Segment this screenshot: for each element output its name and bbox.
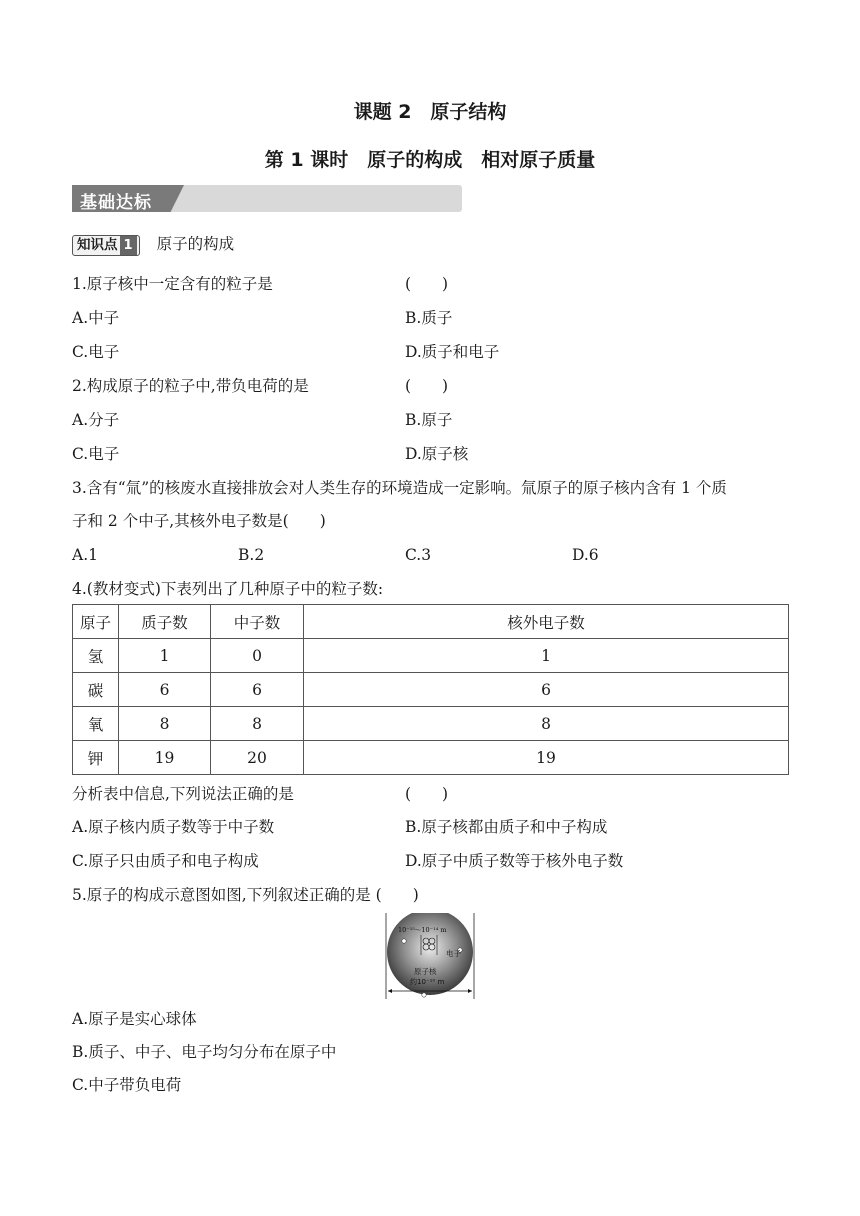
- q5-option-b: B.质子、中子、电子均匀分布在原子中: [72, 1043, 337, 1061]
- lesson-subtitle: 第 1 课时 原子的构成 相对原子质量: [264, 149, 596, 171]
- knowledge-point-number: 1: [120, 236, 137, 255]
- q2-option-a: A.分子: [72, 411, 120, 429]
- table-cell: 0: [211, 639, 304, 673]
- lesson-title: 课题 2 原子结构: [353, 101, 507, 123]
- table-header-row: [73, 605, 789, 639]
- table-cell: 6: [119, 673, 211, 707]
- table-cell: 1: [119, 639, 211, 673]
- q1-option-c: C.电子: [72, 343, 120, 361]
- table-header-cell: 质子数: [119, 605, 211, 639]
- table-cell: 钾: [73, 741, 119, 775]
- table-cell: 氧: [73, 707, 119, 741]
- q2-option-d: D.原子核: [405, 445, 469, 463]
- q3-option-c: C.3: [405, 546, 432, 564]
- q5-option-a: A.原子是实心球体: [72, 1010, 197, 1028]
- q2-stem: 2.构成原子的粒子中,带负电荷的是: [72, 377, 309, 395]
- table-cell: 20: [211, 741, 304, 775]
- table-cell: 8: [119, 707, 211, 741]
- q2-option-b: B.原子: [405, 411, 453, 429]
- q4-option-b: B.原子核都由质子和中子构成: [405, 818, 608, 836]
- knowledge-point-tag: [72, 235, 140, 256]
- q2-option-c: C.电子: [72, 445, 120, 463]
- nucleus-label: 原子核: [414, 967, 437, 976]
- table-header-cell: 原子: [73, 605, 119, 639]
- nucleus-size-label: 10⁻¹⁵～10⁻¹⁴ m: [398, 926, 447, 934]
- table-row: [73, 639, 789, 673]
- table-cell: 19: [304, 741, 789, 775]
- q4-stem: 4.(教材变式)下表列出了几种原子中的粒子数:: [72, 580, 384, 598]
- q1-option-d: D.质子和电子: [405, 343, 500, 361]
- knowledge-point-heading: [72, 232, 234, 254]
- q5-stem: 5.原子的构成示意图如图,下列叙述正确的是 ( ): [72, 886, 419, 904]
- q1-answer-blank: ( ): [405, 275, 449, 293]
- q2-answer-blank: ( ): [405, 377, 449, 395]
- banner-label: 基础达标: [80, 193, 152, 213]
- electron-icon: [402, 939, 406, 943]
- q3-option-d: D.6: [572, 546, 599, 564]
- table-cell: 6: [304, 673, 789, 707]
- q1-stem: 1.原子核中一定含有的粒子是: [72, 275, 273, 293]
- knowledge-point-tag-label: 知识点: [77, 237, 118, 253]
- q1-option-b: B.质子: [405, 309, 453, 327]
- q4-option-c: C.原子只由质子和电子构成: [72, 852, 259, 870]
- particle-table: [72, 604, 789, 775]
- table-row: [73, 707, 789, 741]
- atom-diagram: [384, 913, 476, 1001]
- atom-structure-figure: [384, 913, 476, 1001]
- q3-stem-line2: 子和 2 个中子,其核外电子数是( ): [72, 512, 326, 530]
- q3-option-a: A.1: [72, 546, 98, 564]
- table-cell: 19: [119, 741, 211, 775]
- q4-answer-blank: ( ): [405, 785, 449, 803]
- table-cell: 1: [304, 639, 789, 673]
- electron-icon: [422, 993, 426, 997]
- knowledge-point-text: 原子的构成: [156, 235, 235, 253]
- q4-prompt: 分析表中信息,下列说法正确的是: [72, 785, 294, 803]
- table-cell: 碳: [73, 673, 119, 707]
- table-cell: 8: [304, 707, 789, 741]
- table-row: [73, 741, 789, 775]
- table-header-cell: 中子数: [211, 605, 304, 639]
- table-cell: 6: [211, 673, 304, 707]
- q4-option-d: D.原子中质子数等于核外电子数: [405, 852, 624, 870]
- q1-option-a: A.中子: [72, 309, 120, 327]
- table-cell: 氢: [73, 639, 119, 673]
- section-banner: [72, 185, 462, 212]
- table-row: [73, 673, 789, 707]
- atom-size-label: 约10⁻¹⁰ m: [410, 978, 445, 986]
- q5-option-c: C.中子带负电荷: [72, 1076, 182, 1094]
- table-cell: 8: [211, 707, 304, 741]
- q3-option-b: B.2: [238, 546, 265, 564]
- electron-label: 电子: [446, 949, 461, 958]
- q4-option-a: A.原子核内质子数等于中子数: [72, 818, 275, 836]
- q3-stem-line1: 3.含有“氚”的核废水直接排放会对人类生存的环境造成一定影响。氚原子的原子核内含有 1 个质: [72, 479, 727, 497]
- table-header-cell: 核外电子数: [304, 605, 789, 639]
